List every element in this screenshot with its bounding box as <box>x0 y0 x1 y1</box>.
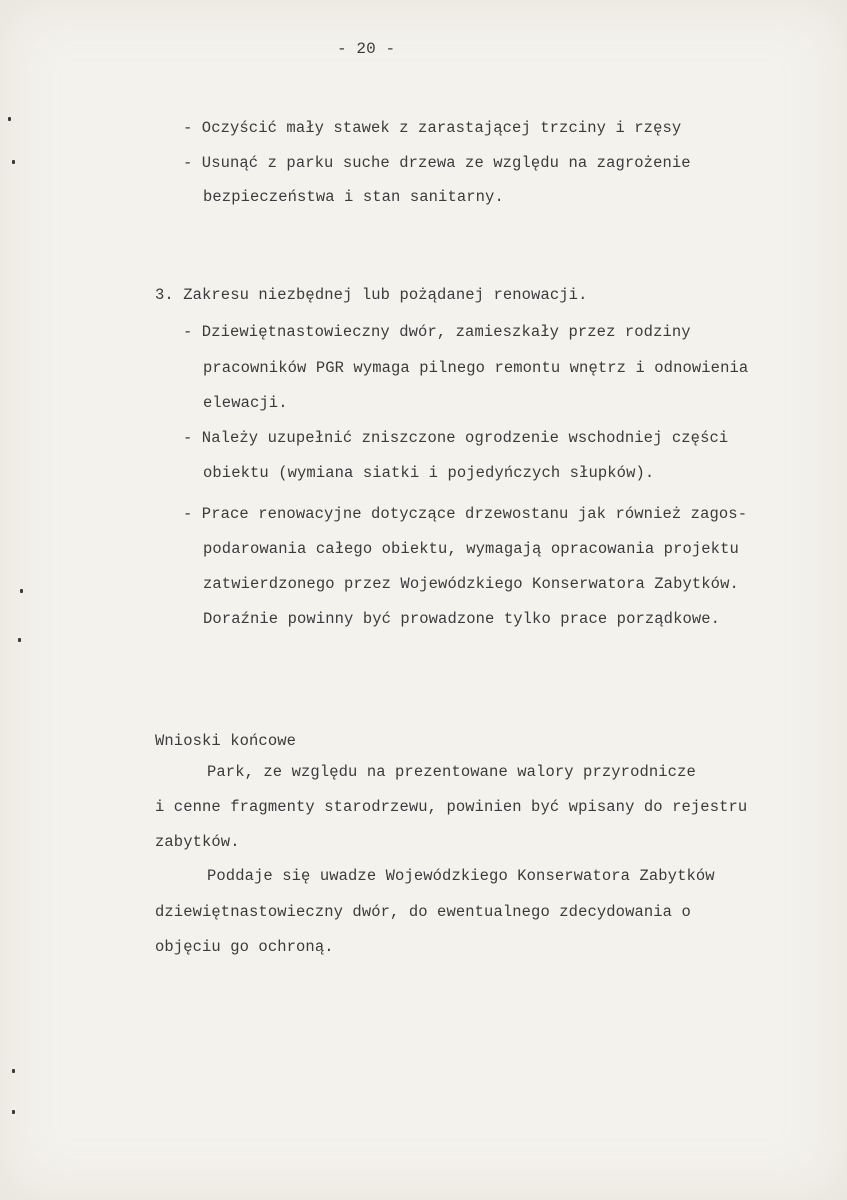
paragraph-line: Poddaje się uwadze Wojewódzkiego Konserwatora Zabytków <box>207 867 715 885</box>
scan-mark <box>12 160 15 164</box>
page-number: - 20 - <box>337 40 396 58</box>
scan-mark <box>12 1069 15 1073</box>
bullet-continuation: pracowników PGR wymaga pilnego remontu wnętrz i odnowienia <box>203 359 749 377</box>
bullet-line: - Należy uzupełnić zniszczone ogrodzenie wschodniej części <box>183 429 729 447</box>
bullet-continuation: zatwierdzonego przez Wojewódzkiego Konserwatora Zabytków. <box>203 575 739 593</box>
paragraph-line: dziewiętnastowieczny dwór, do ewentualnego zdecydowania o <box>155 903 691 921</box>
section-heading: 3. Zakresu niezbędnej lub pożądanej renowacji. <box>155 286 588 304</box>
paragraph-line: zabytków. <box>155 833 240 851</box>
bullet-continuation: elewacji. <box>203 394 288 412</box>
bullet-continuation: obiektu (wymiana siatki i pojedyńczych słupków). <box>203 464 655 482</box>
scan-mark <box>20 589 23 593</box>
bullet-continuation: bezpieczeństwa i stan sanitarny. <box>203 188 504 206</box>
scan-mark <box>8 117 11 121</box>
bullet-continuation: podarowania całego obiektu, wymagają opracowania projektu <box>203 540 739 558</box>
paragraph-line: objęciu go ochroną. <box>155 938 334 956</box>
scan-mark <box>12 1110 15 1114</box>
bullet-line: - Dziewiętnastowieczny dwór, zamieszkały przez rodziny <box>183 323 691 341</box>
bullet-continuation: Doraźnie powinny być prowadzone tylko prace porządkowe. <box>203 610 721 628</box>
conclusions-heading: Wnioski końcowe <box>155 732 297 750</box>
bullet-line: - Prace renowacyjne dotyczące drzewostanu jak również zagos- <box>183 505 748 523</box>
paragraph-line: Park, ze względu na prezentowane walory przyrodnicze <box>207 763 696 781</box>
bullet-line: - Usunąć z parku suche drzewa ze względu na zagrożenie <box>183 154 691 172</box>
scan-mark <box>18 638 21 642</box>
bullet-line: - Oczyścić mały stawek z zarastającej trzciny i rzęsy <box>183 119 682 137</box>
paragraph-line: i cenne fragmenty starodrzewu, powinien być wpisany do rejestru <box>155 798 748 816</box>
